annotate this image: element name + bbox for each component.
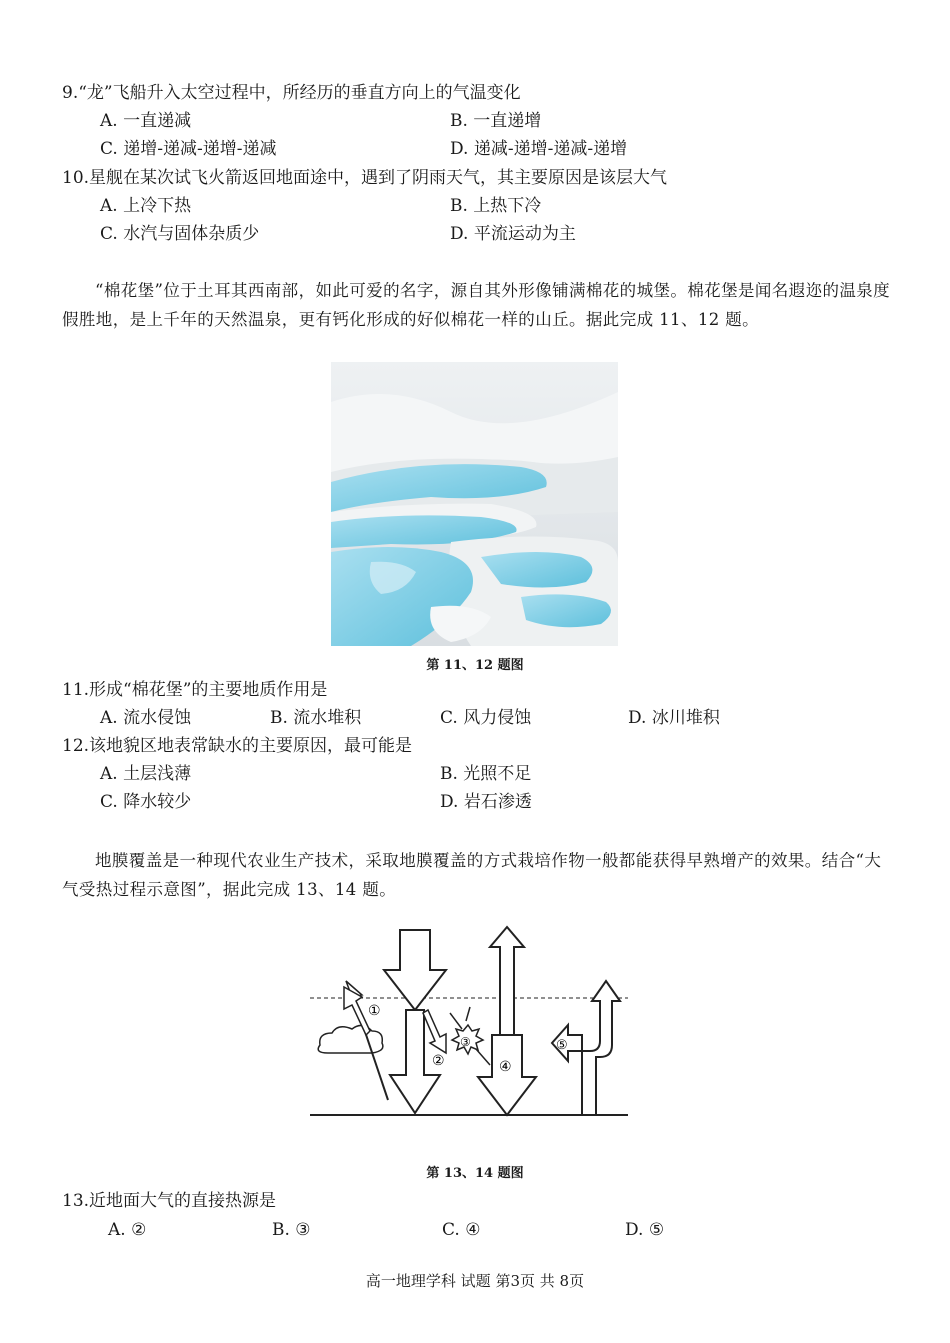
question-12-stem: 12.该地貌区地表常缺水的主要原因，最可能是 [62, 736, 413, 756]
q12-option-b: B. 光照不足 [440, 764, 532, 784]
question-13-stem: 13.近地面大气的直接热源是 [62, 1191, 277, 1211]
q10-option-d: D. 平流运动为主 [450, 224, 576, 244]
q10-option-a: A. 上冷下热 [100, 196, 192, 216]
q9-option-d: D. 递减-递增-递减-递增 [450, 139, 628, 159]
label-2: ② [432, 1053, 445, 1069]
q10-option-c: C. 水汽与固体杂质少 [100, 224, 260, 244]
passage-plastic-mulch: 地膜覆盖是一种现代农业生产技术，采取地膜覆盖的方式栽培作物一般都能获得早熟增产的效果。结合“大气受热过程示意图”，据此完成 13、14 题。 [62, 851, 882, 899]
question-11-stem: 11.形成“棉花堡”的主要地质作用是 [62, 680, 328, 700]
scatter-ray-a [450, 1013, 462, 1029]
passage-cotton-castle: “棉花堡”位于土耳其西南部，如此可爱的名字，源自其外形像铺满棉花的城堡。棉花堡是闻名遐迩的温泉度假胜地，是上千年的天然温泉，更有钙化形成的好似棉花一样的山丘。据此完成 11、12 题。 [62, 281, 891, 329]
question-10-stem: 10.星舰在某次试飞火箭返回地面途中，遇到了阴雨天气，其主要原因是该层大气 [62, 168, 668, 188]
atmospheric-counter-radiation-arrow [478, 1035, 536, 1115]
q13-option-d: D. ⑤ [625, 1220, 665, 1240]
page-footer: 高一地理学科 试题 第3页 共 8页 [365, 1272, 585, 1290]
ground-radiation-up-arrow [490, 927, 524, 1035]
atmosphere-heating-diagram [300, 925, 640, 1125]
q11-option-d: D. 冰川堆积 [628, 708, 720, 728]
label-4: ④ [499, 1059, 512, 1075]
q10-option-b: B. 上热下冷 [450, 196, 542, 216]
cloud-icon [318, 1025, 383, 1053]
scatter-arrow-2 [423, 1010, 446, 1053]
q13-option-c: C. ④ [442, 1220, 481, 1240]
scatter-ray-b [476, 1049, 490, 1065]
q13-option-b: B. ③ [272, 1220, 311, 1240]
q9-option-b: B. 一直递增 [450, 111, 542, 131]
q11-option-c: C. 风力侵蚀 [440, 708, 532, 728]
q11-option-b: B. 流水堆积 [270, 708, 362, 728]
q9-option-c: C. 递增-递减-递增-递减 [100, 139, 277, 159]
figure-13-14-caption: 第 13、14 题图 [426, 1166, 524, 1181]
q12-option-a: A. 土层浅薄 [100, 764, 192, 784]
label-1: ① [368, 1003, 381, 1019]
label-3: ③ [460, 1035, 471, 1049]
q12-option-d: D. 岩石渗透 [440, 792, 532, 812]
q11-option-a: A. 流水侵蚀 [100, 708, 192, 728]
label-5: ⑤ [556, 1038, 568, 1053]
scatter-ray-c [466, 1007, 470, 1021]
figure-11-12-caption: 第 11、12 题图 [426, 658, 524, 673]
q9-option-a: A. 一直递减 [100, 111, 192, 131]
cotton-castle-photo [331, 362, 618, 646]
question-9-stem: 9.“龙”飞船升入太空过程中，所经历的垂直方向上的气温变化 [62, 83, 521, 103]
q12-option-c: C. 降水较少 [100, 792, 192, 812]
q13-option-a: A. ② [108, 1220, 147, 1240]
